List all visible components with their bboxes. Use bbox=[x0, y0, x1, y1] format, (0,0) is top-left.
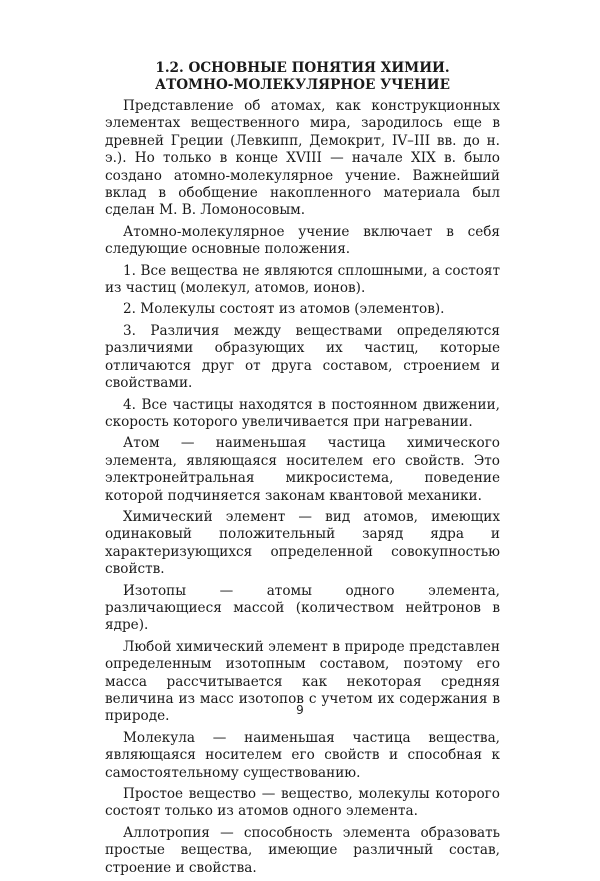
paragraph-position-4: 4. Все частицы находятся в постоянном движении, скорость которого увеличивается при нагревании. bbox=[105, 396, 500, 430]
paragraph-theory-positions: Атомно-молекулярное учение включает в себя следующие основные положения. bbox=[105, 223, 500, 258]
paragraph-simple-substance: Простое вещество — вещество, молекулы которого состоят только из атомов одного элемента. bbox=[105, 786, 500, 820]
section-heading bbox=[105, 60, 500, 94]
page-number: 9 bbox=[296, 703, 304, 717]
paragraph-molecule-definition: Молекула — наименьшая частица вещества, являющаяся носителем его свойств и способная к самостоятельному существованию. bbox=[105, 729, 500, 781]
paragraph-element-definition: Химический элемент — вид атомов, имеющих одинаковый положительный заряд ядра и характеризующихся определенной совокупностью свойств. bbox=[105, 508, 500, 578]
paragraph-intro: Представление об атомах, как конструкционных элементах вещественного мира, зародилось еще в древней Греции (Левкипп, Демокрит, IV–III вв. до н. э.). Но только в конце XVIII — начале XIX в. было создано атомно-молекулярное учение. Важнейший вклад в обобщение накопленного материала был сделан М. В. Ломоносовым. bbox=[105, 98, 500, 219]
paragraph-isotopes-definition: Изотопы — атомы одного элемента, различающиеся массой (количеством нейтронов в ядре). bbox=[105, 582, 500, 634]
page-content bbox=[105, 60, 500, 881]
paragraph-isotopic-composition: Любой химический элемент в природе представлен определенным изотопным составом, поэтому его масса рассчитывается как некоторая средняя величина из масс изотопов с учетом их содержания в природе. bbox=[105, 638, 500, 725]
section-heading-line-1: 1.2. ОСНОВНЫЕ ПОНЯТИЯ ХИМИИ. bbox=[155, 60, 450, 76]
paragraph-allotropy: Аллотропия — способность элемента образовать простые вещества, имеющие различный состав, строение и свойства. bbox=[105, 824, 500, 876]
paragraph-position-1: 1. Все вещества не являются сплошными, а состоят из частиц (молекул, атомов, ионов). bbox=[105, 262, 500, 297]
paragraph-position-3: 3. Различия между веществами определяются различиями образующих их частиц, которые отличаются друг от друга составом, строением и свойствами. bbox=[105, 322, 500, 392]
paragraph-atom-definition: Атом — наименьшая частица химического элемента, являющаяся носителем его свойств. Это электронейтральная микросистема, поведение которой подчиняется законам квантовой механики. bbox=[105, 435, 500, 504]
paragraph-position-2: 2. Молекулы состоят из атомов (элементов). bbox=[123, 301, 445, 318]
section-heading-line-2: АТОМНО-МОЛЕКУЛЯРНОЕ УЧЕНИЕ bbox=[155, 77, 450, 93]
